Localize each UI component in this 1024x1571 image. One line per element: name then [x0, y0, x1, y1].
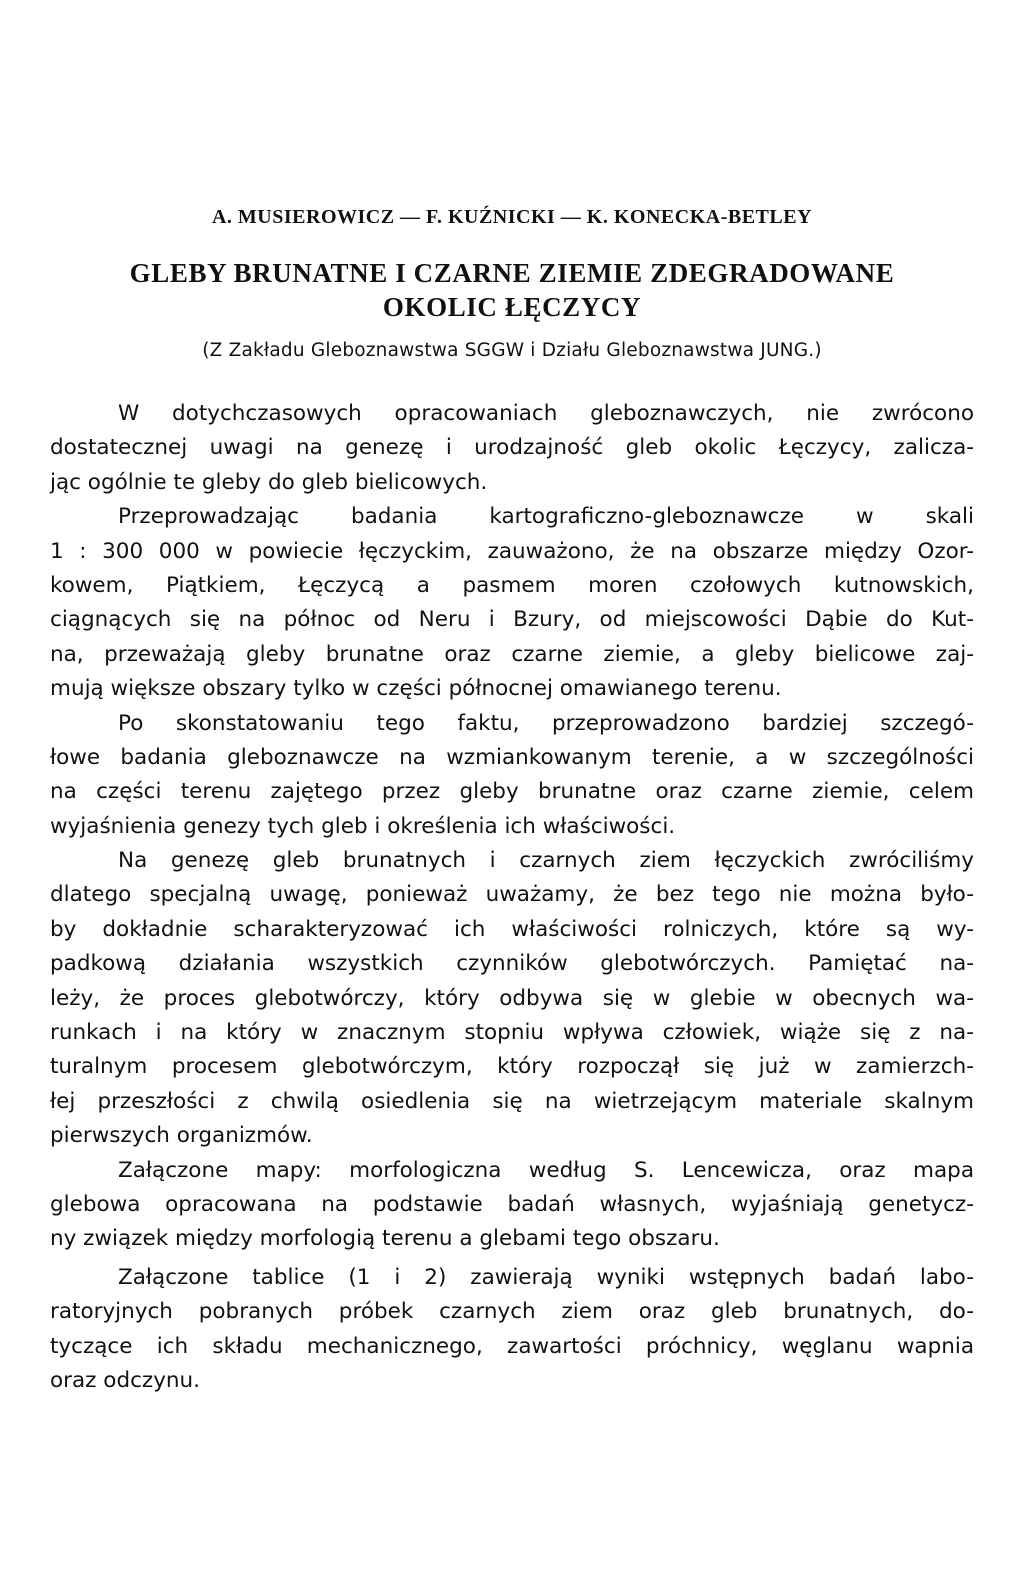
article-body: [50, 397, 974, 1398]
text-line: łowe badania gleboznawcze na wzmiankowanym terenie, a w szczególności: [50, 744, 974, 770]
text-line: Na genezę gleb brunatnych i czarnych ziem łęczyckich zwróciliśmy: [118, 848, 974, 874]
text-line: Po skonstatowaniu tego faktu, przeprowadzono bardziej szczegó-: [118, 710, 974, 736]
text-line: dlatego specjalną uwagę, ponieważ uważamy, że bez tego nie można było-: [50, 882, 974, 908]
paragraph-6: [50, 1261, 974, 1399]
paragraph-5: [50, 1154, 974, 1257]
text-line: W dotychczasowych opracowaniach gleboznawczych, nie zwrócono: [118, 401, 974, 426]
text-line: mują większe obszary tylko w części północnej omawianego terenu.: [50, 676, 782, 702]
text-line: jąc ogólnie te gleby do gleb bielicowych.: [50, 469, 488, 495]
text-line: Przeprowadzając badania kartograficzno-gleboznawcze w skali: [118, 504, 974, 530]
text-line: ratoryjnych pobranych próbek czarnych ziem oraz gleb brunatnych, do-: [50, 1299, 974, 1325]
document-page: [50, 0, 974, 1571]
text-line: pierwszych organizmów.: [50, 1123, 313, 1149]
text-line: na części terenu zajętego przez gleby brunatne oraz czarne ziemie, celem: [50, 779, 974, 805]
article-title: [50, 256, 974, 324]
authors-line: A. MUSIEROWICZ — F. KUŹNICKI — K. KONECKA-BETLEY: [211, 206, 812, 228]
text-line: ny związek między morfologią terenu a glebami tego obszaru.: [50, 1226, 720, 1252]
title-line-2: OKOLIC ŁĘCZYCY: [382, 292, 642, 322]
text-line: dostatecznej uwagi na genezę i urodzajność gleb okolic Łęczycy, zalicza-: [50, 435, 974, 461]
paragraph-2: [50, 500, 974, 706]
paragraph-3: [50, 707, 974, 845]
text-line: tyczące ich składu mechanicznego, zawartości próchnicy, węglanu wapnia: [50, 1333, 974, 1359]
text-line: 1 : 300 000 w powiecie łęczyckim, zauważono, że na obszarze między Ozor-: [50, 538, 974, 564]
affiliation-line: (Z Zakładu Gleboznawstwa SGGW i Działu Gleboznawstwa JUNG.): [202, 340, 822, 361]
text-line: padkową działania wszystkich czynników glebotwórczych. Pamiętać na-: [50, 951, 974, 977]
text-line: ciągnących się na północ od Neru i Bzury, od miejscowości Dąbie do Kut-: [50, 607, 974, 633]
text-line: turalnym procesem glebotwórczym, który rozpoczął się już w zamierzch-: [50, 1054, 974, 1080]
text-line: kowem, Piątkiem, Łęczycą a pasmem moren czołowych kutnowskich,: [50, 572, 974, 598]
text-line: łej przeszłości z chwilą osiedlenia się na wietrzejącym materiale skalnym: [50, 1088, 974, 1114]
text-line: na, przeważają gleby brunatne oraz czarne ziemie, a gleby bielicowe zaj-: [50, 641, 974, 667]
text-line: wyjaśnienia genezy tych gleb i określenia ich właściwości.: [50, 813, 676, 839]
text-line: Załączone tablice (1 i 2) zawierają wyniki wstępnych badań labo-: [118, 1264, 974, 1290]
text-line: glebowa opracowana na podstawie badań własnych, wyjaśniają genetycz-: [50, 1191, 974, 1217]
text-line: runkach i na który w znacznym stopniu wpływa człowiek, wiąże się z na-: [50, 1020, 974, 1046]
text-line: by dokładnie scharakteryzować ich właściwości rolniczych, które są wy-: [50, 916, 974, 942]
title-line-1: GLEBY BRUNATNE I CZARNE ZIEMIE ZDEGRADOWANE: [129, 258, 895, 288]
text-line: Załączone mapy: morfologiczna według S. Lencewicza, oraz mapa: [118, 1157, 974, 1183]
paragraph-1: [50, 397, 974, 500]
paragraph-4: [50, 844, 974, 1154]
text-line: leży, że proces glebotwórczy, który odbywa się w glebie w obecnych wa-: [50, 985, 974, 1011]
text-line: oraz odczynu.: [50, 1367, 201, 1393]
